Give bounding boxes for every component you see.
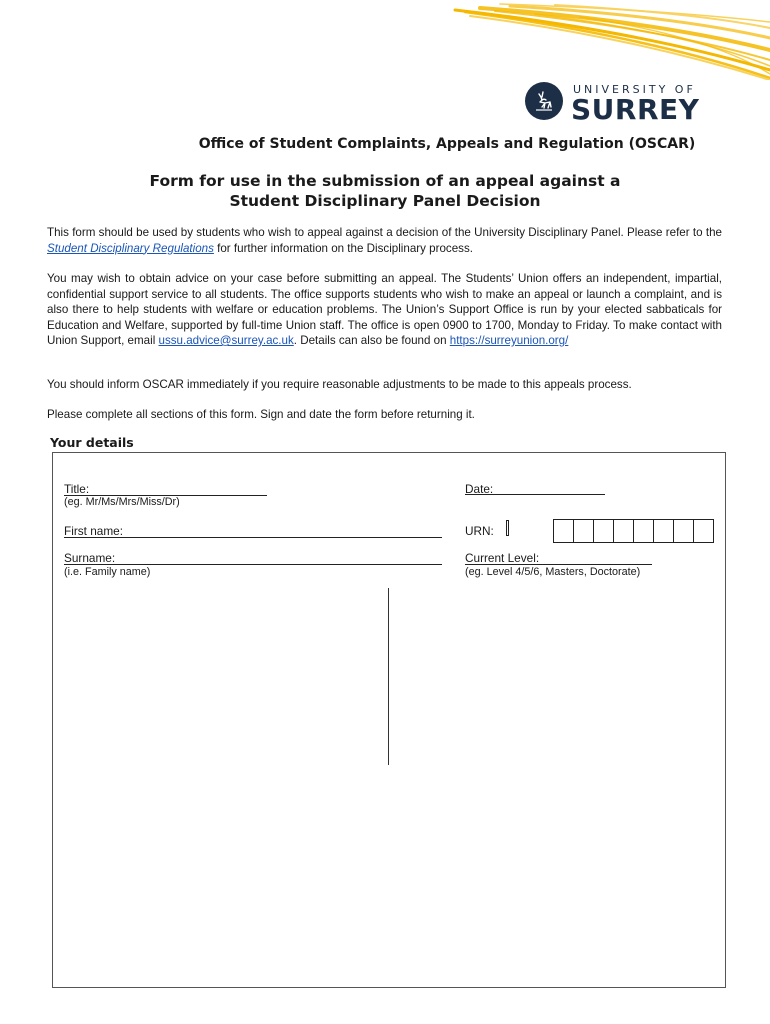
urn-label: URN:: [465, 524, 494, 538]
current-level-label: Current Level:: [465, 551, 540, 565]
urn-digit-box[interactable]: [653, 519, 674, 543]
your-details-heading: Your details: [50, 435, 134, 450]
ussu-advice-email-link[interactable]: ussu.advice@surrey.ac.uk: [158, 334, 294, 347]
current-level-hint: (eg. Level 4/5/6, Masters, Doctorate): [465, 566, 641, 578]
urn-input-boxes[interactable]: [553, 519, 713, 543]
office-title: Office of Student Complaints, Appeals and Regulation (OSCAR): [198, 136, 696, 152]
university-logo: [525, 80, 705, 126]
date-field[interactable]: [465, 494, 605, 495]
urn-digit-box[interactable]: [633, 519, 654, 543]
urn-digit-box[interactable]: [693, 519, 714, 543]
intro-paragraph-purpose: [47, 225, 722, 256]
surname-hint: (i.e. Family name): [64, 566, 151, 578]
date-label: Date:: [465, 482, 494, 496]
intro-paragraph-instructions: Please complete all sections of this form. Sign and date the form before returning it.: [47, 408, 475, 421]
surname-label: Surname:: [64, 551, 116, 565]
surname-field[interactable]: [64, 564, 442, 565]
logo-surrey-wordmark: SURREY: [571, 93, 700, 126]
intro-p1-text-start: This form should be used by students who wish to appeal against a decision of the University Disciplinary Panel. Please refer to the: [47, 226, 722, 239]
form-title-line-1: Form for use in the submission of an appeal against a: [149, 172, 621, 190]
stag-emblem-icon: [525, 82, 563, 120]
intro-p1-text-end: for further information on the Disciplinary process.: [213, 241, 473, 255]
intro-p2-text-middle: . Details can also be found on: [293, 334, 450, 347]
intro-p2-text-start: You may wish to obtain advice on your case before submitting an appeal. The Students’ Union offers an independent, impartial, confidential support service to all students. The office supports students who wish to make an appeal or launch a complaint, and is also there to help students with welfare or education problems. The Union’s Support Office is run by your elected sabbaticals for Education and Welfare, supported by full-time Union staff. The office is open 0900 to 1700, Monday to Friday. To make contact with Union Support, email: [47, 272, 722, 347]
urn-digit-box[interactable]: [573, 519, 594, 543]
logo-university-of-text: UNIVERSITY OF: [573, 83, 696, 96]
urn-cursor-marker: [506, 520, 509, 536]
first-name-field[interactable]: [64, 537, 442, 538]
form-title: [0, 171, 770, 211]
urn-digit-box[interactable]: [613, 519, 634, 543]
title-hint: (eg. Mr/Ms/Mrs/Miss/Dr): [64, 496, 180, 508]
urn-digit-box[interactable]: [673, 519, 694, 543]
title-label: Title:: [64, 482, 90, 496]
disciplinary-regulations-link[interactable]: Student Disciplinary Regulations: [47, 241, 214, 255]
header-swoosh-graphic: [440, 0, 770, 80]
vertical-divider: [388, 588, 389, 765]
intro-paragraph-adjustments: You should inform OSCAR immediately if you require reasonable adjustments to be made to this appeals process.: [47, 378, 632, 391]
first-name-label: First name:: [64, 524, 123, 538]
urn-digit-box[interactable]: [553, 519, 574, 543]
urn-digit-box[interactable]: [593, 519, 614, 543]
current-level-field[interactable]: [465, 564, 652, 565]
form-title-line-2: Student Disciplinary Panel Decision: [229, 192, 541, 210]
intro-paragraph-advice: [47, 271, 722, 349]
surrey-union-website-link[interactable]: https://surreyunion.org/: [449, 334, 569, 347]
